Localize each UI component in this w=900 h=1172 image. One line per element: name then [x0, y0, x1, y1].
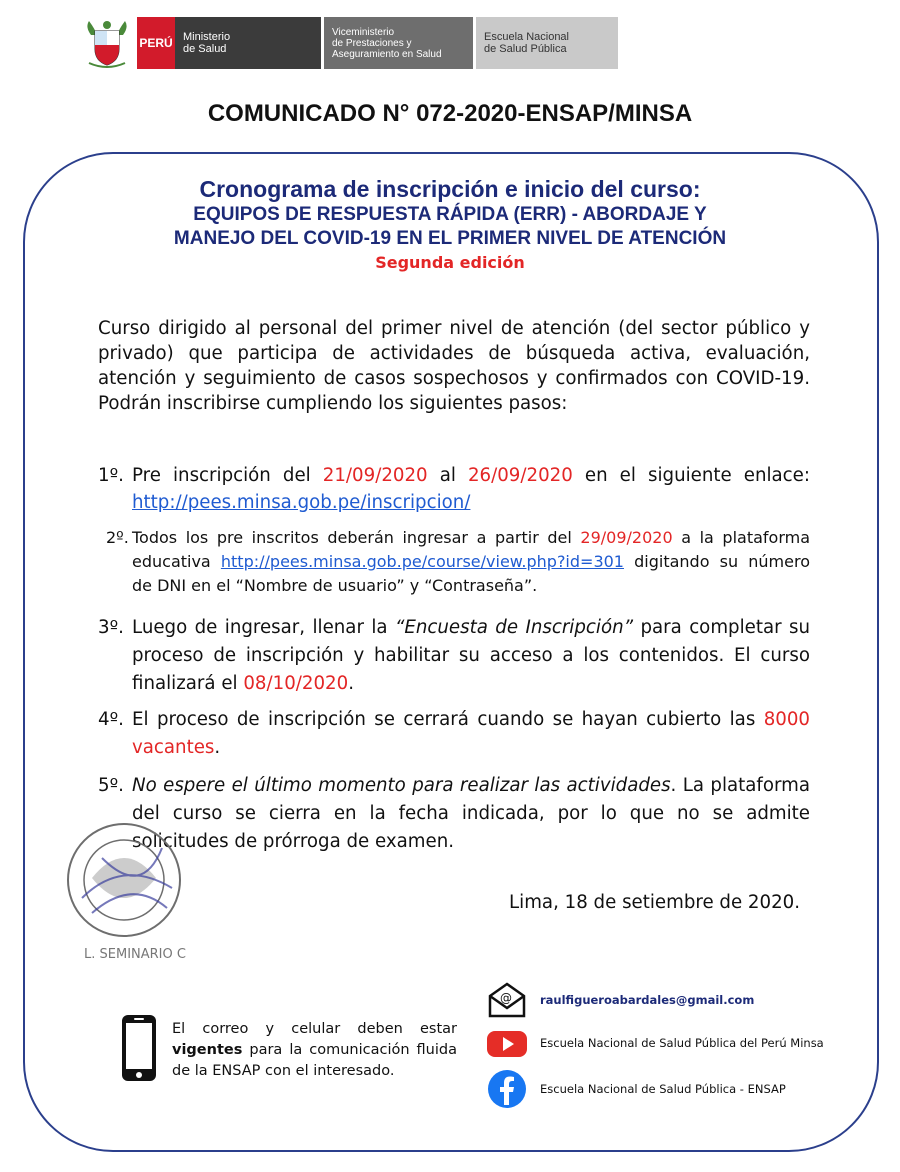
email-contact[interactable] — [486, 980, 754, 1020]
youtube-icon — [486, 1023, 528, 1063]
survey-name: “Encuesta de Inscripción” — [394, 617, 634, 638]
step-number: 4º. — [98, 709, 124, 730]
step-3: 3º. Luego de ingresar, llenar la “Encuesta de Inscripción” para completar su proceso de inscripción y habilitar su acceso a los contenidos. El curso finalizará el 08/10/2020. — [98, 614, 810, 698]
svg-text:@: @ — [500, 991, 512, 1005]
vacancies: 8000 vacantes — [132, 709, 810, 758]
step-4: 4º. El proceso de inscripción se cerrará cuando se hayan cubierto las 8000 vacantes. — [98, 706, 810, 762]
email-icon — [486, 980, 528, 1020]
step-1: 1º. Pre inscripción del 21/09/2020 al 26/09/2020 en el siguiente enlace: http://pees.minsa.gob.pe/inscripcion/ — [98, 462, 810, 516]
end-date: 26/09/2020 — [467, 465, 573, 486]
step-5: 5º. No espere el último momento para realizar las actividades. La plataforma del curso se cierra en la fecha indicada, por lo que no se admite solicitudes de prórroga de examen. — [98, 772, 810, 856]
step-2: 2º. Todos los pre inscritos deberán ingresar a partir del 29/09/2020 a la plataforma educativa http://pees.minsa.gob.pe/course/view.php?id=301 digitando su número de DNI en el “Nombre de usuario” y “Contraseña”. — [98, 526, 810, 598]
step-number: 2º. — [106, 528, 129, 547]
date-line: Lima, 18 de setiembre de 2020. — [509, 892, 800, 913]
intro-paragraph: Curso dirigido al personal del primer nivel de atención (del sector público y privado) que participa de actividades de búsqueda activa, evaluación, atención y seguimiento de casos sospechosos y confirmados con COVID-19. Podrán inscribirse cumpliendo los siguientes pasos: — [98, 318, 810, 414]
course-link[interactable]: http://pees.minsa.gob.pe/course/view.php?id=301 — [220, 552, 624, 571]
course-title — [0, 176, 900, 275]
title-line-1: Cronograma de inscripción e inicio del curso: — [199, 176, 701, 202]
ministerio-label: Ministerio de Salud — [175, 17, 321, 69]
edition-label: Segunda edición — [375, 253, 525, 272]
phone-icon — [120, 1013, 158, 1083]
facebook-icon — [486, 1069, 528, 1109]
comunicado-title: COMUNICADO N° 072-2020-ENSAP/MINSA — [207, 100, 693, 127]
contact-note: El correo y celular deben estar vigentes para la comunicación fluida de la ENSAP con el interesado. — [172, 1021, 457, 1079]
header-logos — [83, 17, 618, 69]
youtube-contact[interactable] — [486, 1023, 824, 1063]
warning-text: No espere el último momento para realizar las actividades — [132, 775, 671, 796]
coat-of-arms-icon — [83, 17, 131, 69]
step-number: 3º. — [98, 617, 124, 638]
facebook-page[interactable]: Escuela Nacional de Salud Pública - ENSAP — [540, 1082, 786, 1096]
youtube-channel[interactable]: Escuela Nacional de Salud Pública del Perú Minsa — [540, 1036, 824, 1050]
step-number: 5º. — [98, 775, 124, 796]
viceministerio-label: Viceministerio de Prestaciones y Aseguramiento en Salud — [324, 17, 473, 69]
svg-text:L. SEMINARIO C: L. SEMINARIO C — [84, 947, 186, 962]
escuela-label: Escuela Nacional de Salud Pública — [476, 17, 618, 69]
finish-date: 08/10/2020 — [243, 673, 349, 694]
inscripcion-link[interactable]: http://pees.minsa.gob.pe/inscripcion/ — [132, 492, 471, 513]
start-date: 21/09/2020 — [322, 465, 428, 486]
access-date: 29/09/2020 — [580, 528, 673, 547]
peru-label: PERÚ — [137, 17, 175, 69]
title-line-3: MANEJO DEL COVID-19 EN EL PRIMER NIVEL DE ATENCIÓN — [173, 228, 727, 249]
step-number: 1º. — [98, 465, 124, 486]
facebook-contact[interactable] — [486, 1069, 786, 1109]
email-address[interactable]: raulfigueroabardales@gmail.com — [540, 993, 755, 1007]
title-line-2: EQUIPOS DE RESPUESTA RÁPIDA (ERR) - ABORDAJE Y — [193, 204, 707, 225]
official-stamp — [62, 818, 192, 968]
